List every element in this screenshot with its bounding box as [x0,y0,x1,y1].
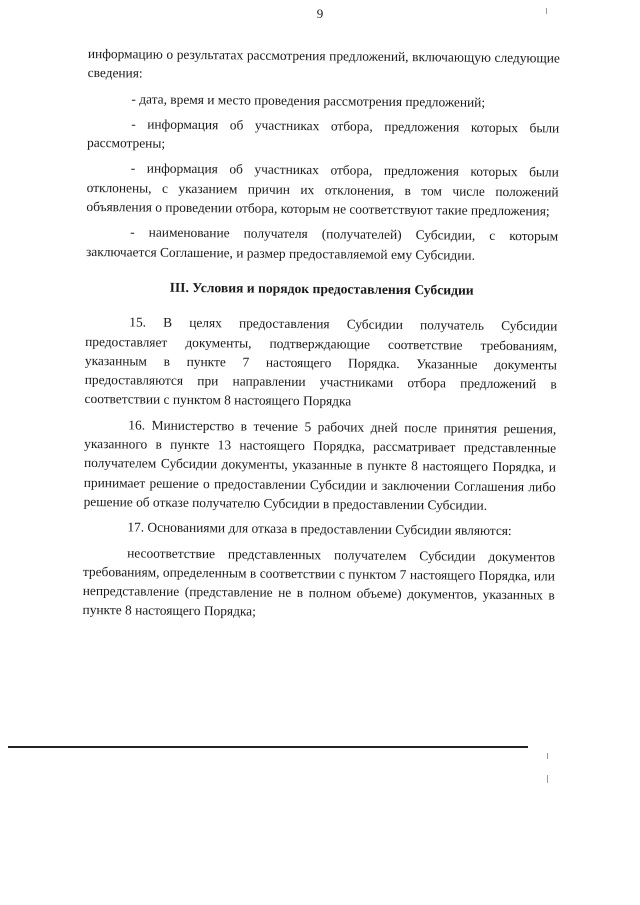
paragraph-17-reason: несоответствие представленных получателем Субсидии документов требованиям, определенным в соответствии с пунктом 7 настоящего Порядка, или непредставление (представление не в полном объеме) документов, указанных в пункте 8 настоящего Порядка; [82,544,556,620]
scan-artifact [546,8,547,14]
scan-artifact [547,753,548,759]
list-item: - наименование получателя (получателей) Субсидии, с которым заключается Соглашение, и размер предоставляемой ему Субсидии. [85,224,559,263]
page-divider [8,746,528,748]
scan-artifact [547,775,548,783]
paragraph-15: 15. В целях предоставления Субсидии получатель Субсидии предоставляет документы, подтверждающие соответствие требованиям, указанным в пункте 7 настоящего Порядка. Указанные документы предоставляются при направлении участниками отбора предложений в соответствии с пунктом 8 настоящего Порядка [84,314,558,409]
page-number: 9 [316,6,324,21]
list-item: - информация об участниках отбора, предложения которых были рассмотрены; [86,116,560,151]
paragraph: информацию о результатах рассмотрения предложений, включающую следующие сведения: [87,45,560,81]
list-item: - информация об участниках отбора, предложения которых были отклонены, с указанием причин их отклонения, в том числе положений объявления о проведении отбора, которым не соответствуют такие предложения; [86,160,559,219]
list-item: - дата, время и место проведения рассмотрения предложений; [131,91,486,110]
paragraph-17: 17. Основаниями для отказа в предоставлении Субсидии являются: [127,519,512,539]
document-body [82,44,560,630]
paragraph-16: 16. Министерство в течение 5 рабочих дней после принятия решения, указанного в пункте 13 настоящего Порядка, рассматривает представленные получателем Субсидии документы, указанные в пункте 8 настоящего Порядка, и принимает решение о предоставлении Субсидии и заключении Соглашения либо решение об отказе получателю Субсидии в предоставлении Субсидии. [83,417,557,513]
section-heading: III. Условия и порядок предоставления Субсидии [169,279,474,298]
